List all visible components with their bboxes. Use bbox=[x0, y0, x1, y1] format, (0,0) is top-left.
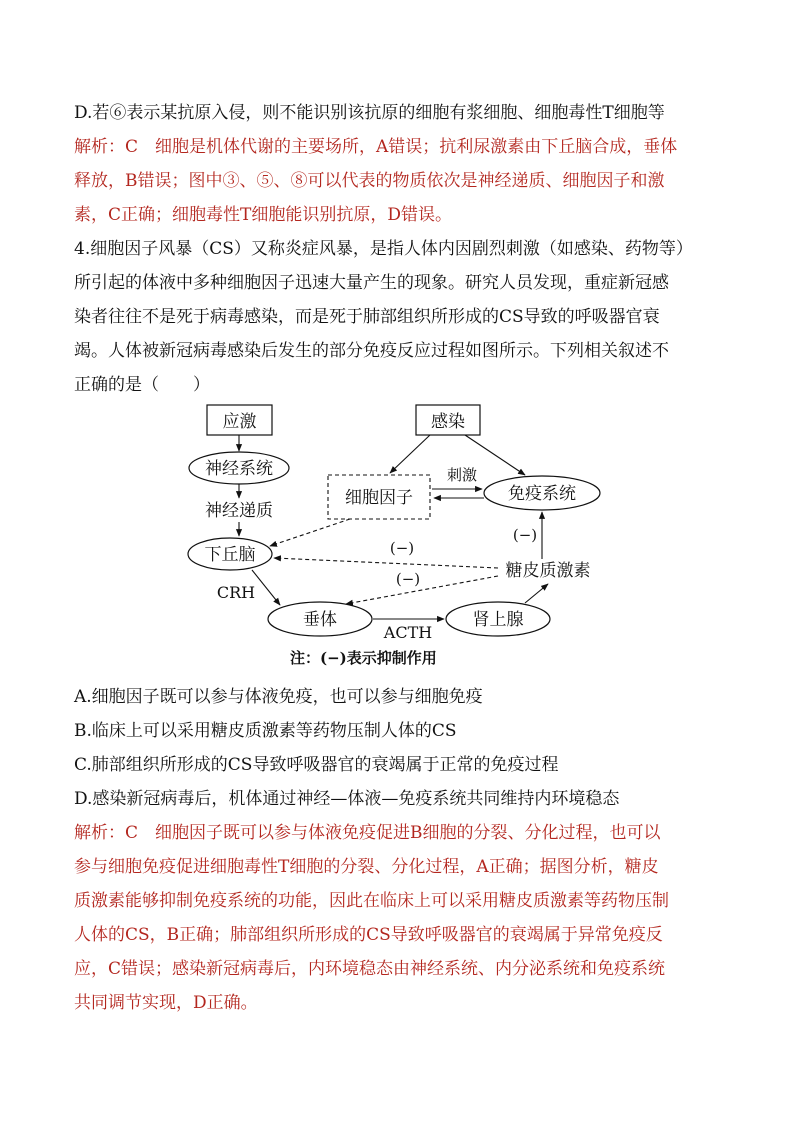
analysis-line: 质激素能够抑制免疫系统的功能，因此在临床上可以采用糖皮质激素等药物压制 bbox=[74, 891, 669, 911]
prev-option-d-text: D.若⑥表示某抗原入侵，则不能识别该抗原的细胞有浆细胞、细胞毒性T细胞等 bbox=[74, 103, 665, 123]
arrow-glucocorticoid-pituitary bbox=[346, 576, 498, 604]
option-d: D.感染新冠病毒后，机体通过神经—体液—免疫系统共同维持内环境稳态 bbox=[74, 789, 620, 809]
adrenal-label: 肾上腺 bbox=[472, 610, 524, 630]
crh-label: CRH bbox=[216, 583, 256, 602]
cytokine-label: 细胞因子 bbox=[345, 488, 413, 508]
prev-analysis bbox=[74, 130, 726, 232]
analysis-line: 人体的CS，B正确；肺部组织所形成的CS导致呼吸器官的衰竭属于异常免疫反 bbox=[74, 925, 663, 945]
stem-line: 所引起的体液中多种细胞因子迅速大量产生的现象。研究人员发现，重症新冠感 bbox=[74, 273, 669, 293]
arrow-infection-cytokine bbox=[390, 435, 430, 473]
hypothalamus-label: 下丘脑 bbox=[204, 545, 256, 565]
analysis-line: 共同调节实现，D正确。 bbox=[74, 993, 258, 1013]
option-b: B.临床上可以采用糖皮质激素等药物压制人体的CS bbox=[74, 721, 457, 741]
acth-label: ACTH bbox=[383, 623, 433, 642]
question-4-analysis bbox=[74, 816, 726, 1020]
stem-line: 染者往往不是死于病毒感染，而是死于肺部组织所形成的CS导致的呼吸器官衰 bbox=[74, 307, 660, 327]
immune-regulation-diagram bbox=[180, 398, 620, 670]
inhibit-pituitary-label: (−) bbox=[395, 570, 421, 588]
arrow-cytokine-hypothalamus bbox=[270, 519, 350, 546]
stem-line: 竭。人体被新冠病毒感染后发生的部分免疫反应过程如图所示。下列相关叙述不 bbox=[74, 341, 669, 361]
question-4-options bbox=[74, 680, 726, 816]
immune-system-label: 免疫系统 bbox=[508, 484, 576, 504]
stress-label: 应激 bbox=[222, 412, 257, 432]
arrow-hypothalamus-pituitary bbox=[252, 570, 280, 605]
analysis-line: 应，C错误；感染新冠病毒后，内环境稳态由神经系统、内分泌系统和免疫系统 bbox=[74, 959, 666, 979]
inhibit-hypothalamus-label: (−) bbox=[389, 539, 415, 557]
neurotransmitter-label: 神经递质 bbox=[205, 501, 273, 521]
diagram-note: 注：(−)表示抑制作用 bbox=[290, 649, 437, 667]
infection-label: 感染 bbox=[431, 412, 465, 432]
option-a: A.细胞因子既可以参与体液免疫，也可以参与细胞免疫 bbox=[74, 687, 483, 707]
analysis-line: 解析：C 细胞因子既可以参与体液免疫促进B细胞的分裂、分化过程，也可以 bbox=[74, 823, 661, 843]
analysis-line: 参与细胞免疫促进细胞毒性T细胞的分裂、分化过程，A正确；据图分析，糖皮 bbox=[74, 857, 659, 877]
prev-analysis-line: 素，C正确；细胞毒性T细胞能识别抗原，D错误。 bbox=[74, 205, 452, 225]
inhibit-immune-label: (−) bbox=[512, 526, 538, 544]
stem-line: 4.细胞因子风暴（CS）又称炎症风暴，是指人体内因剧烈刺激（如感染、药物等） bbox=[74, 239, 693, 259]
arrow-adrenal-glucocorticoid bbox=[525, 584, 548, 603]
prev-analysis-line: 释放，B错误；图中③、⑤、⑧可以代表的物质依次是神经递质、细胞因子和激 bbox=[74, 171, 665, 191]
pituitary-label: 垂体 bbox=[303, 610, 337, 630]
prev-analysis-line: 解析：C 细胞是机体代谢的主要场所，A错误；抗利尿激素由下丘脑合成，垂体 bbox=[74, 137, 678, 157]
prev-option-d bbox=[74, 96, 726, 130]
glucocorticoid-label: 糖皮质激素 bbox=[505, 561, 591, 581]
arrow-glucocorticoid-hypothalamus bbox=[274, 558, 498, 568]
option-c: C.肺部组织所形成的CS导致呼吸器官的衰竭属于正常的免疫过程 bbox=[74, 755, 559, 775]
question-4-stem bbox=[74, 232, 726, 402]
nervous-system-label: 神经系统 bbox=[205, 459, 273, 479]
stimulate-label: 刺激 bbox=[446, 466, 478, 484]
stem-line: 正确的是（ ） bbox=[74, 375, 210, 395]
